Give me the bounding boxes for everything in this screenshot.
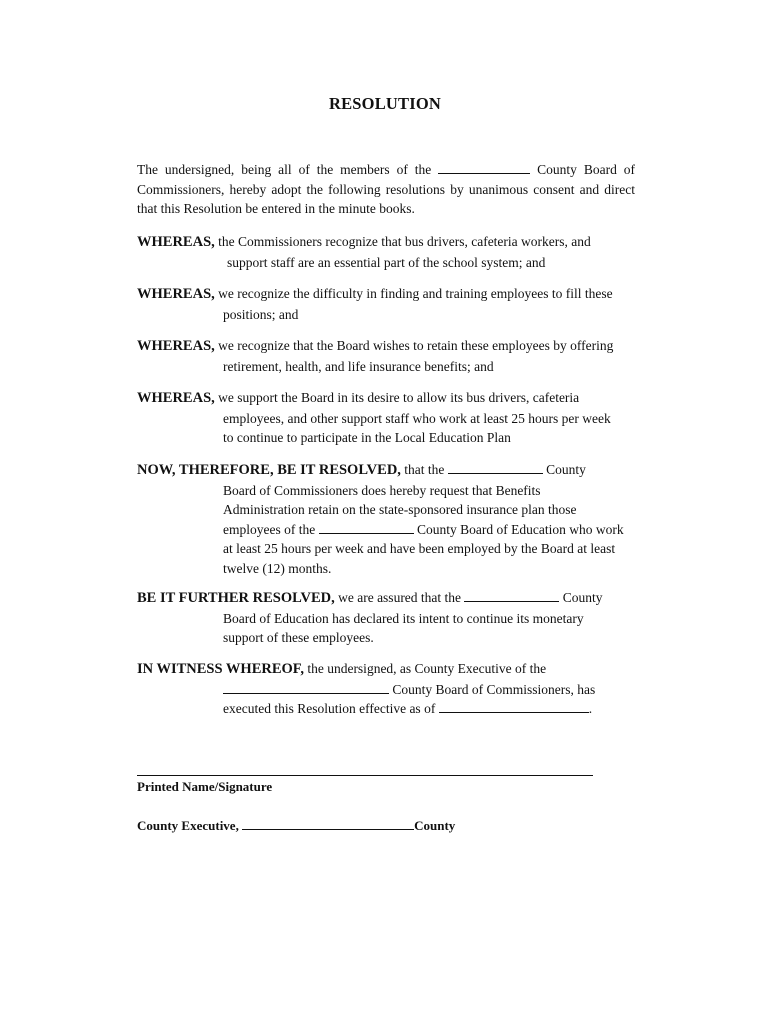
county-blank[interactable] xyxy=(223,681,389,694)
paragraph-text: County xyxy=(546,462,586,477)
paragraph-text: we support the Board in its desire to allow its bus drivers, cafeteria xyxy=(218,390,580,405)
paragraph-text: support of these employees. xyxy=(223,630,374,645)
county-label: County xyxy=(414,818,456,833)
county-executive-line xyxy=(137,817,455,834)
paragraph-text: at least 25 hours per week and have been employed by the Board at least xyxy=(223,541,616,556)
whereas-paragraph-1 xyxy=(137,232,647,272)
paragraph-text: we recognize that the Board wishes to retain these employees by offering xyxy=(218,338,614,353)
paragraph-text: support staff are an essential part of the school system; and xyxy=(227,254,546,270)
paragraph-text: positions; and xyxy=(223,306,299,322)
paragraph-text: the undersigned, as County Executive of the xyxy=(307,661,547,676)
whereas-keyword: WHEREAS, xyxy=(137,234,215,250)
witness-paragraph xyxy=(137,659,647,719)
paragraph-text: . xyxy=(588,701,593,716)
county-executive-blank[interactable] xyxy=(242,817,414,830)
paragraph-text: employees, and other support staff who work at least 25 hours per week xyxy=(223,410,611,426)
intro-text: County Board of xyxy=(537,162,636,177)
county-blank[interactable] xyxy=(448,461,543,474)
paragraph-text: Board of Education has declared its intent to continue its monetary xyxy=(223,610,584,626)
whereas-keyword: WHEREAS, xyxy=(137,390,215,406)
paragraph-text: County xyxy=(562,590,603,605)
whereas-paragraph-3 xyxy=(137,336,647,376)
intro-text: The undersigned, being all of the members of the xyxy=(137,162,432,177)
county-blank[interactable] xyxy=(438,161,530,174)
whereas-paragraph-2 xyxy=(137,284,647,324)
resolved-keyword: NOW, THEREFORE, BE IT RESOLVED, xyxy=(137,462,401,478)
paragraph-text: twelve (12) months. xyxy=(223,560,332,576)
paragraph-text: employees of the xyxy=(223,521,316,537)
witness-keyword: IN WITNESS WHEREOF, xyxy=(137,661,304,677)
intro-line-1 xyxy=(137,160,635,180)
date-blank[interactable] xyxy=(439,700,589,713)
paragraph-text: the Commissioners recognize that bus drivers, cafeteria workers, and xyxy=(218,234,591,249)
whereas-keyword: WHEREAS, xyxy=(137,338,215,354)
paragraph-text: to continue to participate in the Local Education Plan xyxy=(223,430,511,445)
whereas-paragraph-4 xyxy=(137,388,647,448)
further-resolved-keyword: BE IT FURTHER RESOLVED, xyxy=(137,590,335,606)
witness-line-2 xyxy=(137,680,647,700)
intro-line-3: that this Resolution be entered in the minute books. xyxy=(137,201,415,216)
county-blank[interactable] xyxy=(319,521,414,534)
paragraph-text: that the xyxy=(404,462,445,477)
county-executive-label: County Executive, xyxy=(137,818,239,833)
paragraph-text: Board of Commissioners does hereby request that Benefits xyxy=(223,482,541,498)
paragraph-text: County Board of Commissioners, has xyxy=(392,681,596,697)
paragraph-text: County Board of Education who work xyxy=(416,521,624,537)
signature-line[interactable] xyxy=(137,775,593,776)
further-resolved-paragraph xyxy=(137,588,647,648)
paragraph-text: we recognize the difficulty in finding and training employees to fill these xyxy=(218,286,613,301)
whereas-keyword: WHEREAS, xyxy=(137,286,215,302)
intro-paragraph xyxy=(137,160,635,219)
county-blank[interactable] xyxy=(464,589,559,602)
paragraph-text: executed this Resolution effective as of xyxy=(223,701,436,716)
witness-line-3 xyxy=(137,699,647,719)
resolved-line-4 xyxy=(137,520,647,540)
resolved-paragraph xyxy=(137,460,647,578)
document-title: RESOLUTION xyxy=(328,94,442,113)
paragraph-text: retirement, health, and life insurance benefits; and xyxy=(223,358,494,374)
printed-name-label: Printed Name/Signature xyxy=(137,779,273,794)
paragraph-text: we are assured that the xyxy=(338,590,462,605)
paragraph-text: Administration retain on the state-sponsored insurance plan those xyxy=(223,502,577,517)
intro-line-2: Commissioners, hereby adopt the following resolutions by unanimous consent and direct xyxy=(137,181,635,197)
